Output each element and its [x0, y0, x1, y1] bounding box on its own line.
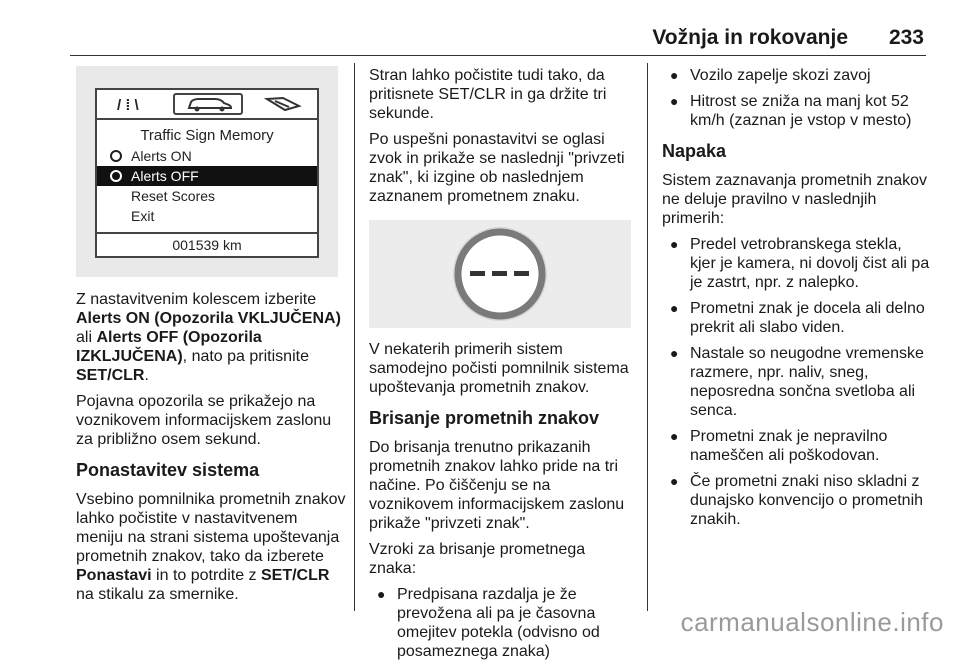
paragraph: Vzroki za brisanje prometnega znaka: [369, 541, 586, 577]
paragraph: Pojavna opozorila se prikažejo na voznikovem informacijskem zaslonu za približno osem sekund. [76, 393, 332, 448]
list-item: ● Hitrost se zniža na manj kot 52 km/h (zaznan je vstop v mesto) [670, 93, 912, 129]
display-divider [97, 232, 317, 234]
sign-tab-icon [265, 96, 301, 112]
column-1 [76, 66, 346, 611]
display-menu-title: Traffic Sign Memory [140, 127, 274, 144]
paragraph: V nekaterih primerih sistem samodejno počisti pomnilnik sistema upoštevanja prometnih znakov. [369, 341, 629, 396]
bullet-icon: ● [670, 428, 679, 444]
menu-item-alerts-on[interactable]: Alerts ON [97, 146, 317, 166]
list-item: ● Predpisana razdalja je že prevožena ali pa je časovna omejitev potekla (odvisno od posameznega znaka) [377, 586, 600, 660]
section-heading: Ponastavitev sistema [76, 460, 260, 480]
odometer-readout: 001539 km [172, 237, 242, 253]
paragraph: Stran lahko počistite tudi tako, da pritisnete SET/CLR in ga držite tri sekunde. [369, 67, 607, 122]
display-tabs [97, 90, 317, 120]
info-display-screen [95, 88, 319, 258]
paragraph: Sistem zaznavanja prometnih znakov ne deluje pravilno v naslednjih primerih: [662, 172, 928, 227]
car-tab [173, 93, 243, 115]
page-title: Vožnja in rokovanje [652, 26, 848, 49]
bullet-icon: ● [670, 300, 679, 316]
display-illustration [76, 66, 338, 277]
page-number: 233 [888, 26, 924, 49]
list-item: ● Prometni znak je docela ali delno prekrit ali slabo viden. [670, 300, 925, 336]
bullet-icon: ● [670, 236, 679, 252]
header-rule [70, 55, 926, 56]
bullet-icon: ● [670, 67, 679, 83]
column-2 [369, 66, 635, 668]
column-divider [647, 63, 648, 611]
watermark: carmanualsonline.info [680, 607, 944, 637]
radio-icon [110, 150, 122, 162]
menu-item-reset-scores[interactable]: Reset Scores [131, 188, 216, 204]
list-item: ● Prometni znak je nepravilno nameščen ali poškodovan. [670, 428, 888, 464]
bullet-list [662, 235, 930, 529]
column-divider [354, 63, 355, 611]
bullet-icon: ● [670, 473, 679, 489]
bullet-icon: ● [670, 345, 679, 361]
paragraph: Z nastavitvenim kolescem izberite Alerts ON (Opozorila VKLJUČENA) ali Alerts OFF (Opozorila IZKLJUČENA), nato pa pritisnite SET/CLR. [76, 291, 341, 384]
list-item: ● Predel vetrobranskega stekla, kjer je kamera, ni dovolj čist ali pa je zastrt, npr. z nalepko. [670, 236, 930, 291]
menu-item-exit[interactable]: Exit [131, 208, 155, 224]
paragraph: Po uspešni ponastavitvi se oglasi zvok in prikaže se naslednji "privzeti znak", ki izgine ob naslednjem zaznanem prometnem znaku. [369, 131, 625, 205]
radio-icon [110, 170, 122, 182]
default-sign-illustration [369, 220, 631, 328]
car-icon [175, 95, 241, 113]
page-header [0, 0, 960, 56]
section-heading: Napaka [662, 141, 727, 161]
bullet-list [369, 585, 635, 661]
end-of-restrictions-sign-icon [369, 220, 631, 328]
column-3 [662, 66, 930, 536]
list-item: ● Nastale so neugodne vremenske razmere, npr. naliv, sneg, neposredna sončna svetloba ali senca. [670, 345, 924, 419]
menu-item-alerts-off[interactable]: Alerts OFF [97, 166, 317, 186]
bullet-list [662, 66, 930, 130]
bullet-icon: ● [670, 93, 679, 109]
road-icon: / ⁞ \ [117, 97, 139, 114]
list-item: ● Vozilo zapelje skozi zavoj [670, 67, 871, 84]
list-item: ● Če prometni znaki niso skladni z dunajsko konvencijo o prometnih znakih. [670, 473, 924, 528]
paragraph: Do brisanja trenutno prikazanih prometnih znakov lahko pride na tri načine. Po čiščenju se na voznikovem informacijskem zaslonu prikaže "privzeti znak". [369, 439, 625, 532]
section-heading: Brisanje prometnih znakov [369, 408, 600, 428]
bullet-icon: ● [377, 586, 386, 602]
paragraph: Vsebino pomnilnika prometnih znakov lahko počistite v nastavitvenem meniju na strani sistema upoštevanja prometnih znakov, tako da izberete Ponastavi in to potrdite z SET/CLR na stikalu za smernike. [76, 491, 346, 603]
